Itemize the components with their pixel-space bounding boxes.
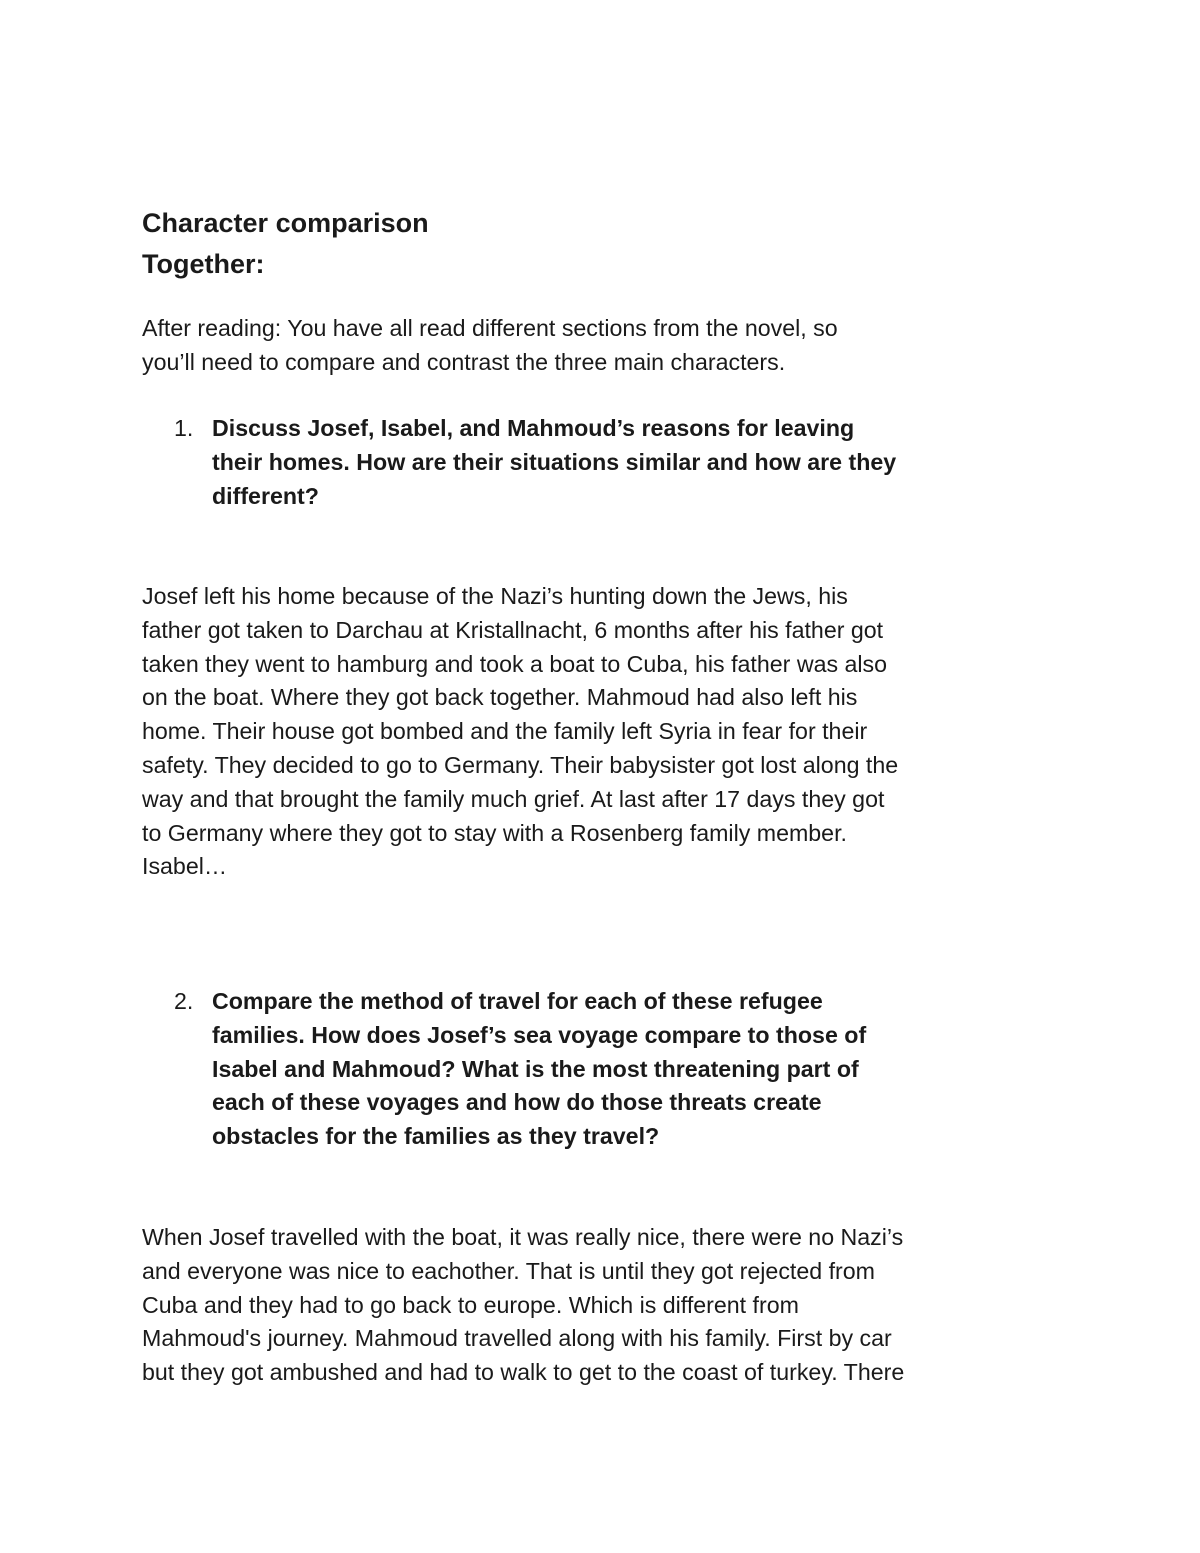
question-line: their homes. How are their situations similar and how are they — [212, 448, 897, 475]
answer-line: Josef left his home because of the Nazi’s hunting down the Jews, his — [142, 583, 848, 609]
intro-line: you’ll need to compare and contrast the three main characters. — [142, 348, 786, 375]
answer-line: safety. They decided to go to Germany. Their babysister got lost along the — [142, 751, 899, 778]
question-text — [212, 412, 896, 513]
answer-line: on the boat. Where they got back together. Mahmoud had also left his — [142, 684, 858, 711]
answer-1-paragraph — [142, 580, 1022, 884]
answer-line: way and that brought the family much grief. At last after 17 days they got — [142, 785, 885, 812]
question-line: families. How does Josef’s sea voyage compare to those of — [212, 1021, 867, 1048]
answer-line: Cuba and they had to go back to europe. Which is different from — [142, 1291, 799, 1318]
answer-2-paragraph — [142, 1221, 1022, 1390]
question-line: each of these voyages and how do those threats create — [212, 1089, 822, 1116]
question-text — [212, 985, 866, 1154]
question-number: 2. — [174, 988, 194, 1014]
question-number: 1. — [174, 415, 194, 441]
question-line: different? — [212, 482, 319, 509]
document-subtitle: Together: — [142, 249, 265, 279]
answer-line: Isabel… — [142, 853, 228, 880]
intro-paragraph — [142, 312, 1022, 380]
answer-line: father got taken to Darchau at Kristallnacht, 6 months after his father got — [142, 616, 884, 643]
answer-line: home. Their house got bombed and the family left Syria in fear for their — [142, 718, 868, 745]
answer-line: and everyone was nice to eachother. That is until they got rejected from — [142, 1257, 875, 1284]
question-line: Compare the method of travel for each of these refugee — [212, 988, 823, 1014]
question-line: obstacles for the families as they travel? — [212, 1123, 660, 1150]
answer-line: taken they went to hamburg and took a boat to Cuba, his father was also — [142, 650, 888, 677]
answer-line: Mahmoud's journey. Mahmoud travelled along with his family. First by car — [142, 1325, 892, 1352]
answer-line: When Josef travelled with the boat, it was really nice, there were no Nazi’s — [142, 1224, 904, 1250]
document-title: Character comparison — [142, 208, 429, 238]
question-line: Discuss Josef, Isabel, and Mahmoud’s reasons for leaving — [212, 415, 855, 441]
answer-line: but they got ambushed and had to walk to get to the coast of turkey. There — [142, 1359, 905, 1386]
question-line: Isabel and Mahmoud? What is the most threatening part of — [212, 1055, 859, 1082]
answer-line: to Germany where they got to stay with a Rosenberg family member. — [142, 819, 847, 846]
intro-line: After reading: You have all read different sections from the novel, so — [142, 315, 838, 341]
